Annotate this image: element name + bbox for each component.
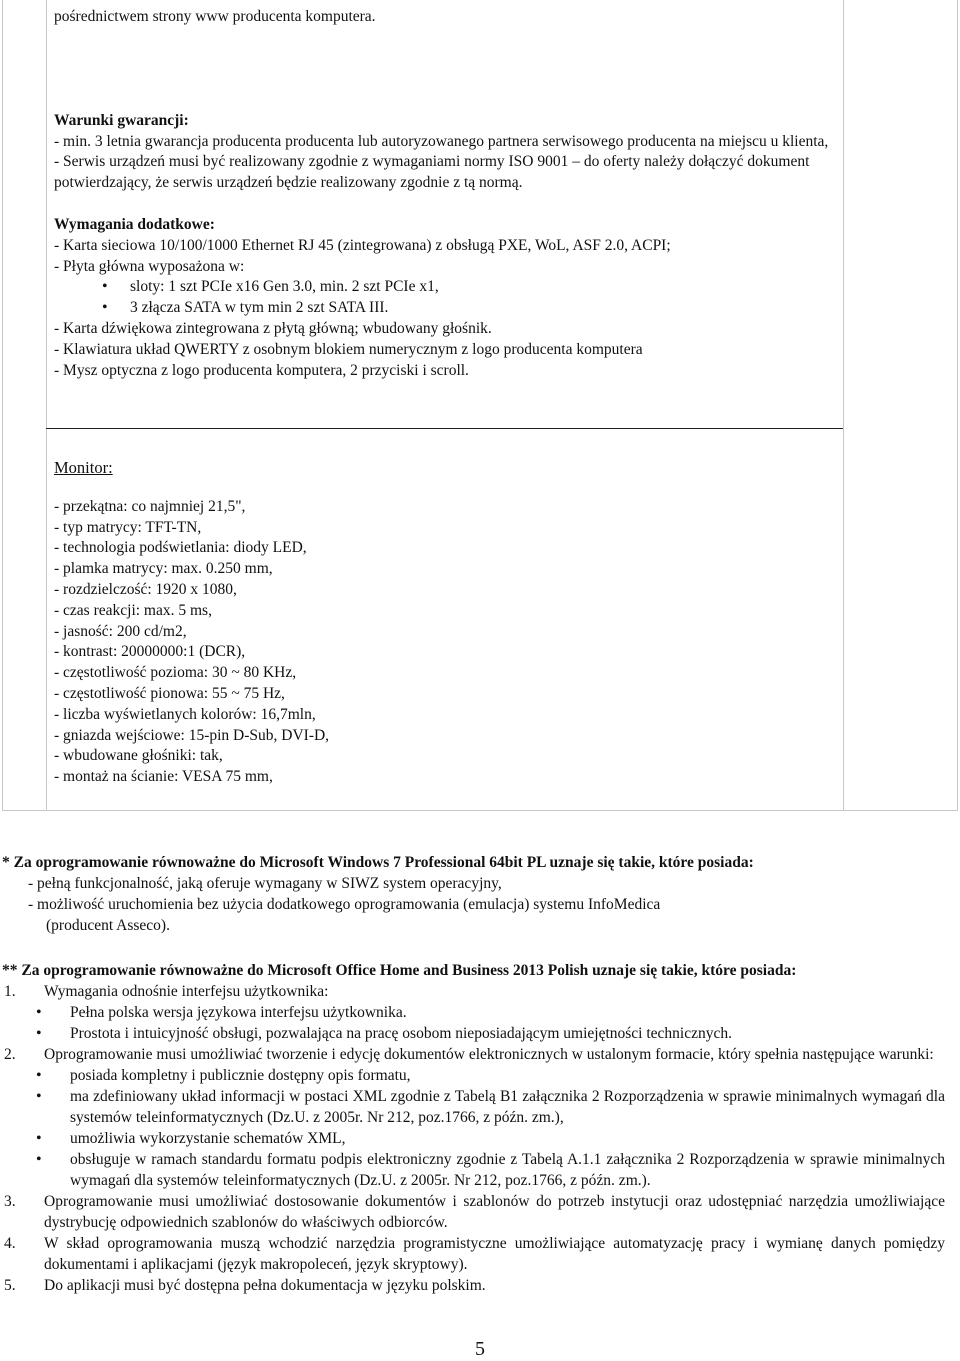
monitor-spec: - rozdzielczość: 1920 x 1080, [54, 580, 237, 598]
warranty-line: - Serwis urządzeń musi być realizowany zgodnie z wymaganiami normy ISO 9001 – do oferty należy dołączyć dokument potwierdzający, że serwis urządzeń będzie realizowany zgodnie z tą normą. [54, 153, 810, 192]
monitor-heading: Monitor: [54, 458, 113, 477]
list-item: • posiada kompletny i publicznie dostępny opis formatu, [44, 1065, 945, 1086]
motherboard-bullets [54, 277, 844, 319]
warranty-line: - min. 3 letnia gwarancja producenta producenta lub autoryzowanego partnera serwisowego producenta na miejscu u klienta, [54, 132, 829, 150]
monitor-spec: - gniazda wejściowe: 15-pin D-Sub, DVI-D, [54, 726, 330, 744]
office-note-heading: ** Za oprogramowanie równoważne do Microsoft Office Home and Business 2013 Polish uznaje się takie, które posiada: [2, 962, 797, 979]
list-item [4, 1044, 945, 1191]
extra-requirement-line: - Karta sieciowa 10/100/1000 Ethernet RJ 45 (zintegrowana) z obsługą PXE, WoL, ASF 2.0, ACPI; [54, 236, 671, 254]
windows-note-line: (producent Asseco). [46, 917, 170, 934]
item-text: W skład oprogramowania muszą wchodzić narzędzia programistyczne umożliwiające automatyzację pracy i wymianę danych pomiędzy dokumentami i aplikacjami (język makropoleceń, język skryptowy). [44, 1235, 945, 1273]
item-number: 2. [4, 1046, 16, 1063]
list-item [4, 981, 945, 1044]
list-item: • obsługuje w ramach standardu formatu podpis elektroniczny zgodnie z Tabelą A.1.1 załącznika 2 Rozporządzenia w sprawie minimalnych wymagań dla systemów teleinformatycznych (Dz.U. z 2005r. Nr 212, poz.1766, z późn. zm.). [44, 1149, 945, 1191]
item-number: 5. [4, 1277, 16, 1294]
list-item: • umożliwia wykorzystanie schematów XML, [44, 1128, 945, 1149]
extra-requirement-line: - Karta dźwiękowa zintegrowana z płytą główną; wbudowany głośnik. [54, 319, 492, 337]
extra-requirement-line: - Klawiatura układ QWERTY z osobnym blokiem numerycznym z logo producenta komputera [54, 340, 643, 358]
table-row-divider [46, 428, 843, 429]
sub-bullets [44, 1002, 945, 1044]
list-item [4, 1233, 945, 1275]
monitor-spec: - częstotliwość pionowa: 55 ~ 75 Hz, [54, 684, 285, 702]
list-item: • ma zdefiniowany układ informacji w postaci XML zgodnie z Tabelą B1 załącznika 2 Rozporządzenia w sprawie minimalnych wymagań dla systemów teleinformatycznych (Dz.U. z 2005r. Nr 212, poz.1766, z późn. zm.), [44, 1086, 945, 1128]
monitor-spec: - technologia podświetlania: diody LED, [54, 539, 307, 557]
office-requirements-list [4, 981, 945, 1296]
computer-requirements-cell [54, 7, 844, 381]
monitor-spec: - montaż na ścianie: VESA 75 mm, [54, 768, 273, 786]
monitor-spec: - jasność: 200 cd/m2, [54, 622, 187, 640]
item-text: Oprogramowanie musi umożliwiać tworzenie i edycję dokumentów elektronicznych w ustalonym formacie, który spełnia następujące warunki: [44, 1046, 934, 1063]
item-text: Do aplikacji musi być dostępna pełna dokumentacja w języku polskim. [44, 1277, 486, 1294]
monitor-cell [54, 458, 844, 788]
monitor-spec: - przekątna: co najmniej 21,5", [54, 497, 246, 515]
item-number: 3. [4, 1193, 16, 1210]
sub-bullets [44, 1065, 945, 1191]
extra-requirements-heading: Wymagania dodatkowe: [54, 215, 215, 233]
windows-note-line: - pełną funkcjonalność, jaką oferuje wymagany w SIWZ system operacyjny, [28, 875, 502, 892]
list-item [4, 1275, 945, 1296]
item-text: Oprogramowanie musi umożliwiać dostosowanie dokumentów i szablonów do potrzeb instytucji oraz udostępniać narzędzia umożliwiające dystrybucję odpowiednich szablonów do właściwych odbiorców. [44, 1193, 945, 1231]
page-number: 5 [475, 1338, 485, 1360]
office-equivalence-note [2, 960, 945, 1296]
item-number: 1. [4, 983, 16, 1000]
monitor-spec: - wbudowane głośniki: tak, [54, 747, 223, 765]
windows-equivalence-note [2, 852, 945, 936]
list-item: • 3 złącza SATA w tym min 2 szt SATA III. [54, 298, 844, 319]
warranty-heading: Warunki gwarancji: [54, 111, 189, 129]
windows-note-heading: * Za oprogramowanie równoważne do Microsoft Windows 7 Professional 64bit PL uznaje się takie, które posiada: [2, 854, 754, 871]
extra-requirement-line: - Płyta główna wyposażona w: [54, 257, 245, 275]
monitor-spec: - plamka matrycy: max. 0.250 mm, [54, 560, 273, 578]
intro-text: pośrednictwem strony www producenta komputera. [54, 8, 376, 25]
list-item [4, 1191, 945, 1233]
extra-requirement-line: - Mysz optyczna z logo producenta komputera, 2 przyciski i scroll. [54, 361, 469, 379]
item-number: 4. [4, 1235, 16, 1252]
list-item: • Prostota i intuicyjność obsługi, pozwalająca na pracę osobom nieposiadającym umiejętności technicznych. [44, 1023, 945, 1044]
table-column-divider-left [46, 0, 47, 810]
list-item: • sloty: 1 szt PCIe x16 Gen 3.0, min. 2 szt PCIe x1, [54, 277, 844, 298]
monitor-spec: - czas reakcji: max. 5 ms, [54, 601, 212, 619]
monitor-spec: - typ matrycy: TFT-TN, [54, 518, 202, 536]
list-item: • Pełna polska wersja językowa interfejsu użytkownika. [44, 1002, 945, 1023]
windows-note-line: - możliwość uruchomienia bez użycia dodatkowego oprogramowania (emulacja) systemu InfoMedica [28, 896, 661, 913]
monitor-spec: - kontrast: 20000000:1 (DCR), [54, 643, 246, 661]
monitor-spec: - liczba wyświetlanych kolorów: 16,7mln, [54, 705, 316, 723]
monitor-spec: - częstotliwość pozioma: 30 ~ 80 KHz, [54, 664, 297, 682]
item-text: Wymagania odnośnie interfejsu użytkownika: [44, 983, 329, 1000]
